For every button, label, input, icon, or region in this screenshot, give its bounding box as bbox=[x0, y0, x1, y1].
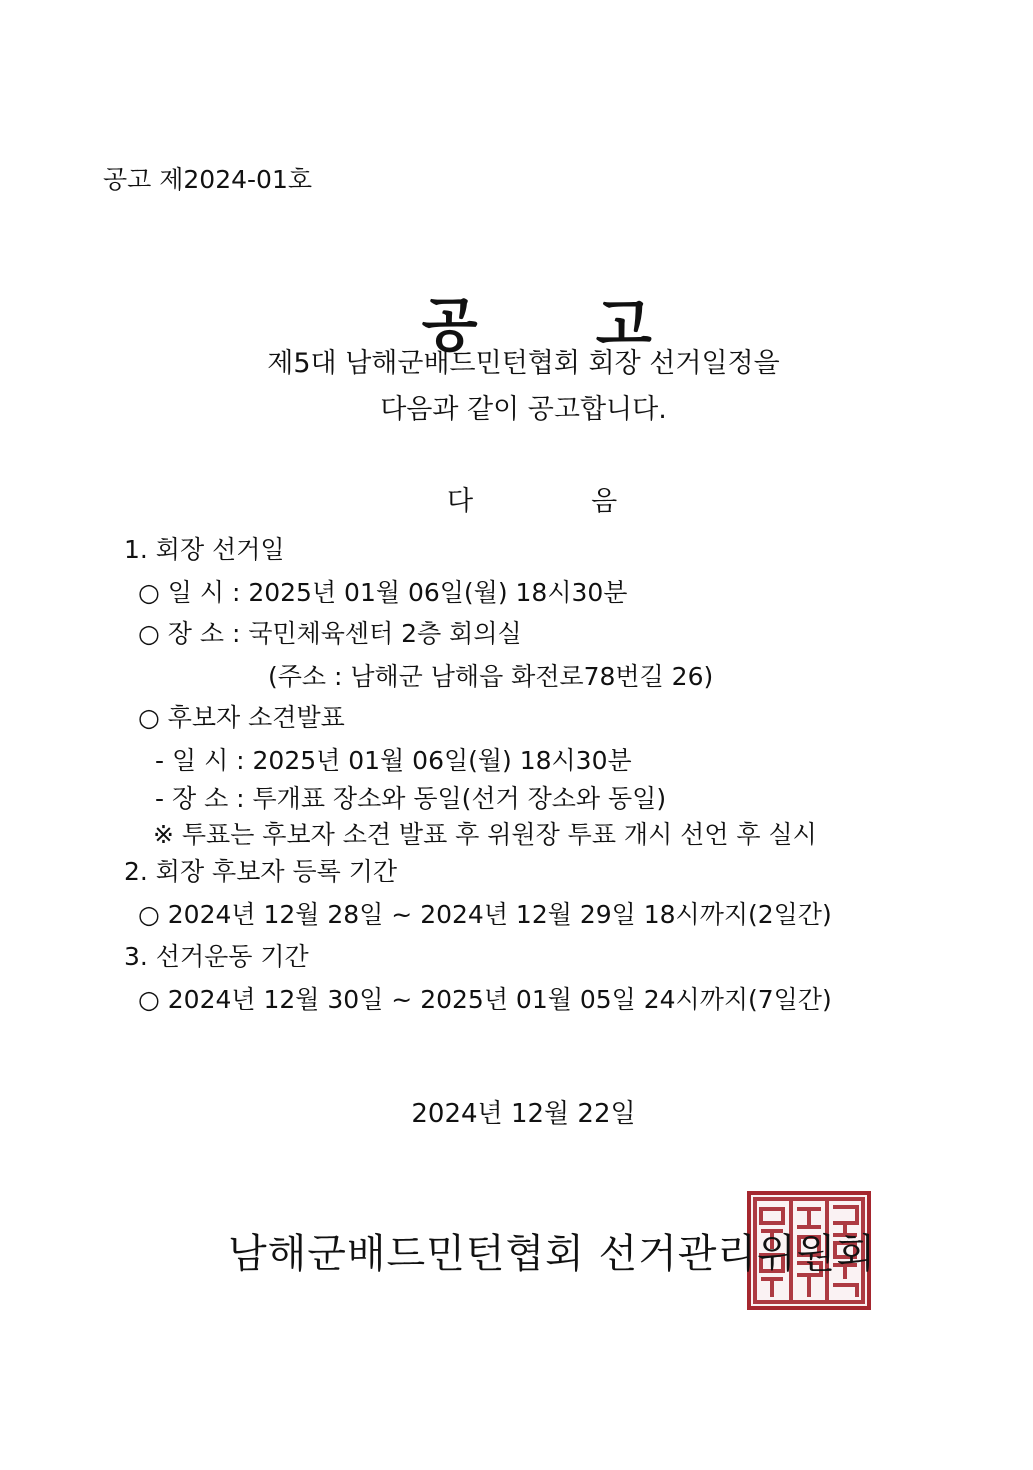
section-1-title: 1. 회장 선거일 bbox=[124, 535, 285, 564]
notice-number: 공고 제2024-01호 bbox=[103, 165, 313, 194]
intro-line-1: 제5대 남해군배드민턴협회 회장 선거일정을 bbox=[267, 348, 780, 379]
election-place: ○ 장 소 : 국민체육센터 2층 회의실 bbox=[138, 619, 522, 648]
heading-char-2: 음 bbox=[591, 486, 618, 517]
intro-line-2: 다음과 같이 공고합니다. bbox=[380, 394, 667, 425]
section-3-title: 3. 선거운동 기간 bbox=[124, 942, 309, 971]
candidate-speech-title: ○ 후보자 소견발표 bbox=[138, 703, 345, 732]
title-char-2: 고 bbox=[595, 291, 652, 359]
heading-char-1: 다 bbox=[446, 486, 474, 517]
announcement-date: 2024년 12월 22일 bbox=[411, 1099, 636, 1129]
voting-note: ※ 투표는 후보자 소견 발표 후 위원장 투표 개시 선언 후 실시 bbox=[153, 820, 817, 849]
section-2-title: 2. 회장 후보자 등록 기간 bbox=[124, 857, 397, 886]
candidate-speech-place: - 장 소 : 투개표 장소와 동일(선거 장소와 동일) bbox=[155, 784, 667, 813]
section-heading bbox=[0, 461, 1033, 515]
campaign-period: ○ 2024년 12월 30일 ~ 2025년 01월 05일 24시까지(7일간) bbox=[138, 985, 832, 1014]
election-date: ○ 일 시 : 2025년 01월 06일(월) 18시30분 bbox=[138, 578, 628, 607]
registration-period: ○ 2024년 12월 28일 ~ 2024년 12월 29일 18시까지(2일간) bbox=[138, 900, 832, 929]
election-address: (주소 : 남해군 남해읍 화전로78번길 26) bbox=[268, 662, 714, 691]
candidate-speech-date: - 일 시 : 2025년 01월 06일(월) 18시30분 bbox=[155, 746, 632, 775]
title-char-1: 공 bbox=[421, 291, 478, 359]
document-title bbox=[0, 238, 1033, 359]
organization-name: 남해군배드민턴협회 선거관리위원회 bbox=[228, 1231, 876, 1277]
